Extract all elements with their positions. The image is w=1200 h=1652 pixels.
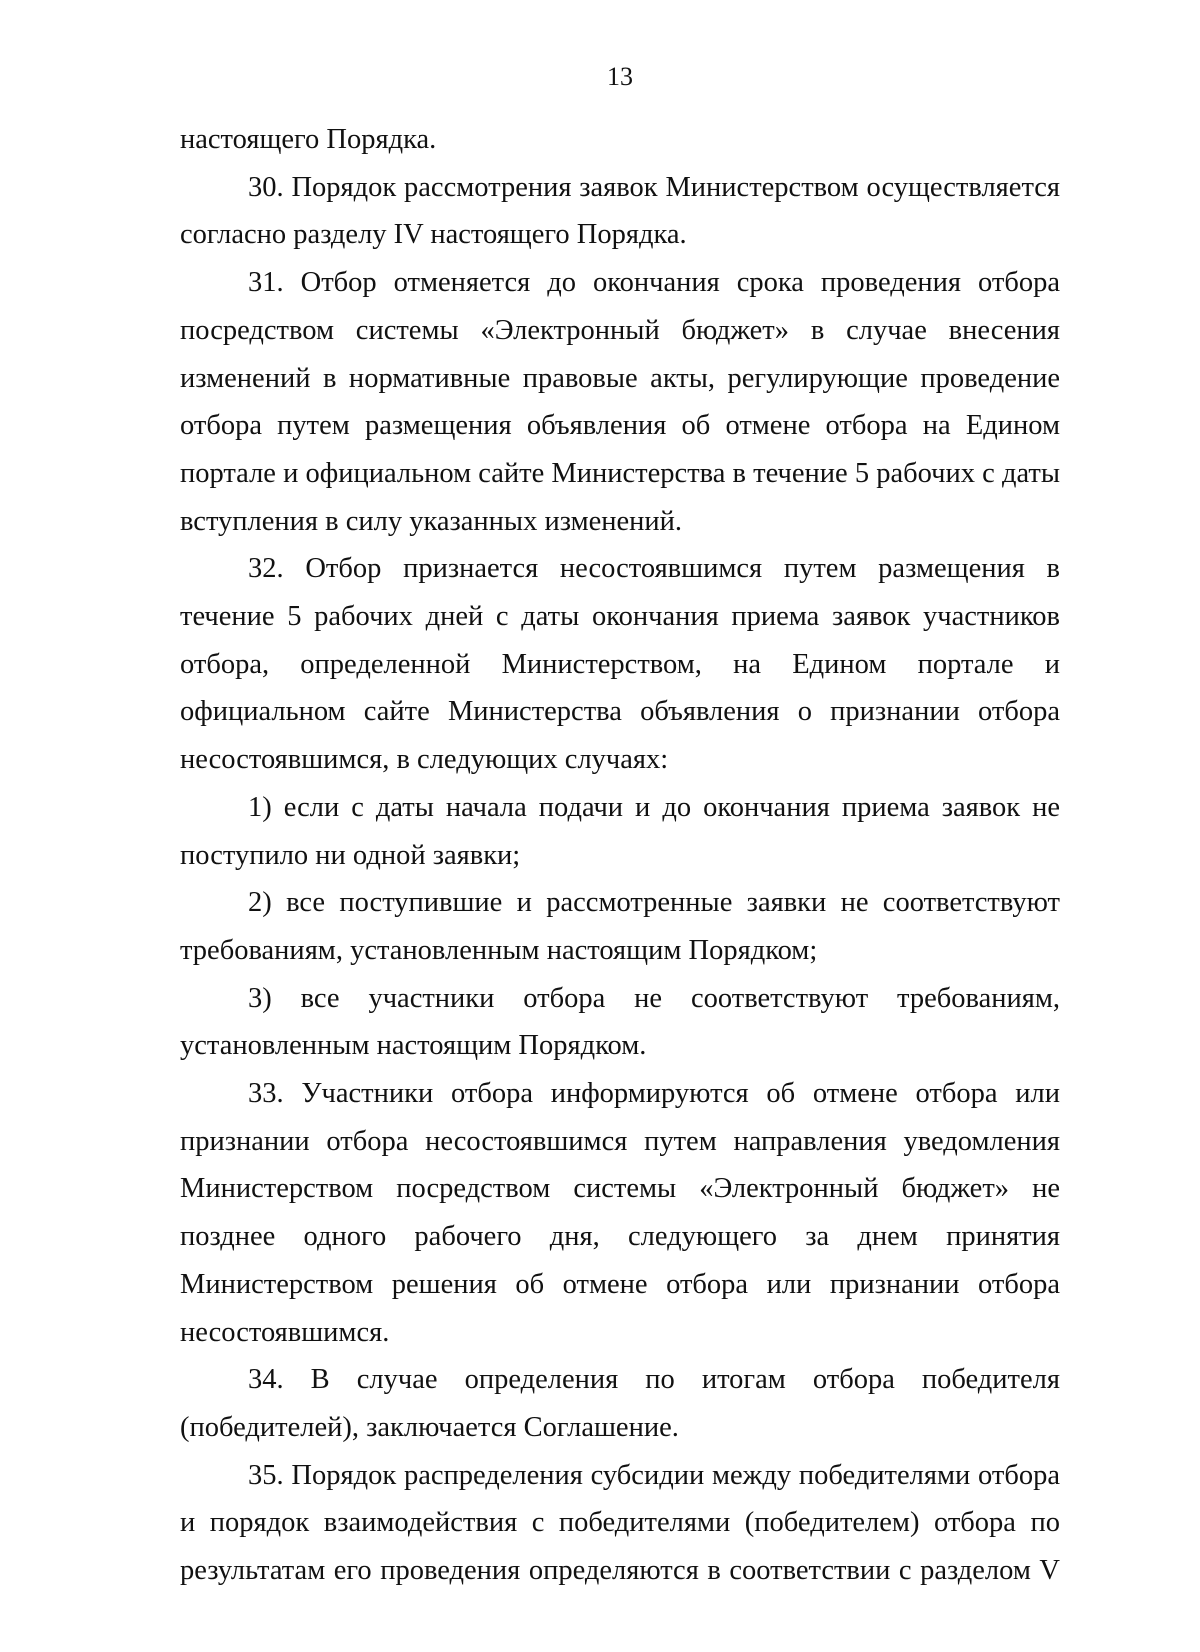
document-body [180,116,1060,1595]
list-item-3: 3) все участники отбора не соответствуют требованиям, установленным настоящим Порядком. [180,982,1060,1062]
list-item-1: 1) если с даты начала подачи и до окончания приема заявок не поступило ни одной заявки; [180,791,1060,871]
paragraph-32: 32. Отбор признается несостоявшимся путем размещения в течение 5 рабочих дней с даты окончания приема заявок участников отбора, определенной Министерством, на Едином портале и официальном сайте Министерства объявления о признании отбора несостоявшимся, в следующих случаях: [180,553,1060,776]
paragraph-33: 33. Участники отбора информируются об отмене отбора или признании отбора несостоявшимся путем направления уведомления Министерством посредством системы «Электронный бюджет» не позднее одного рабочего дня, следующего за днем принятия Министерством решения об отмене отбора или признании отбора несостоявшимся. [180,1078,1060,1348]
paragraph-34: 34. В случае определения по итогам отбора победителя (победителей), заключается Соглашение. [180,1364,1060,1443]
page-number: 13 [607,62,633,91]
paragraph-31: 31. Отбор отменяется до окончания срока проведения отбора посредством системы «Электронный бюджет» в случае внесения изменений в нормативные правовые акты, регулирующие проведение отбора путем размещения объявления об отмене отбора на Едином портале и официальном сайте Министерства в течение 5 рабочих с даты вступления в силу указанных изменений. [180,267,1060,537]
list-item-2: 2) все поступившие и рассмотренные заявки не соответствуют требованиям, установленным настоящим Порядком; [180,887,1060,966]
paragraph-30: 30. Порядок рассмотрения заявок Министерством осуществляется согласно разделу IV настоящего Порядка. [180,171,1060,251]
paragraph-continuation: настоящего Порядка. [180,124,437,155]
paragraph-35: 35. Порядок распределения субсидии между победителями отбора и порядок взаимодействия с победителями (победителем) отбора по результатам его проведения определяются в соответствии с разделом V [180,1459,1060,1587]
